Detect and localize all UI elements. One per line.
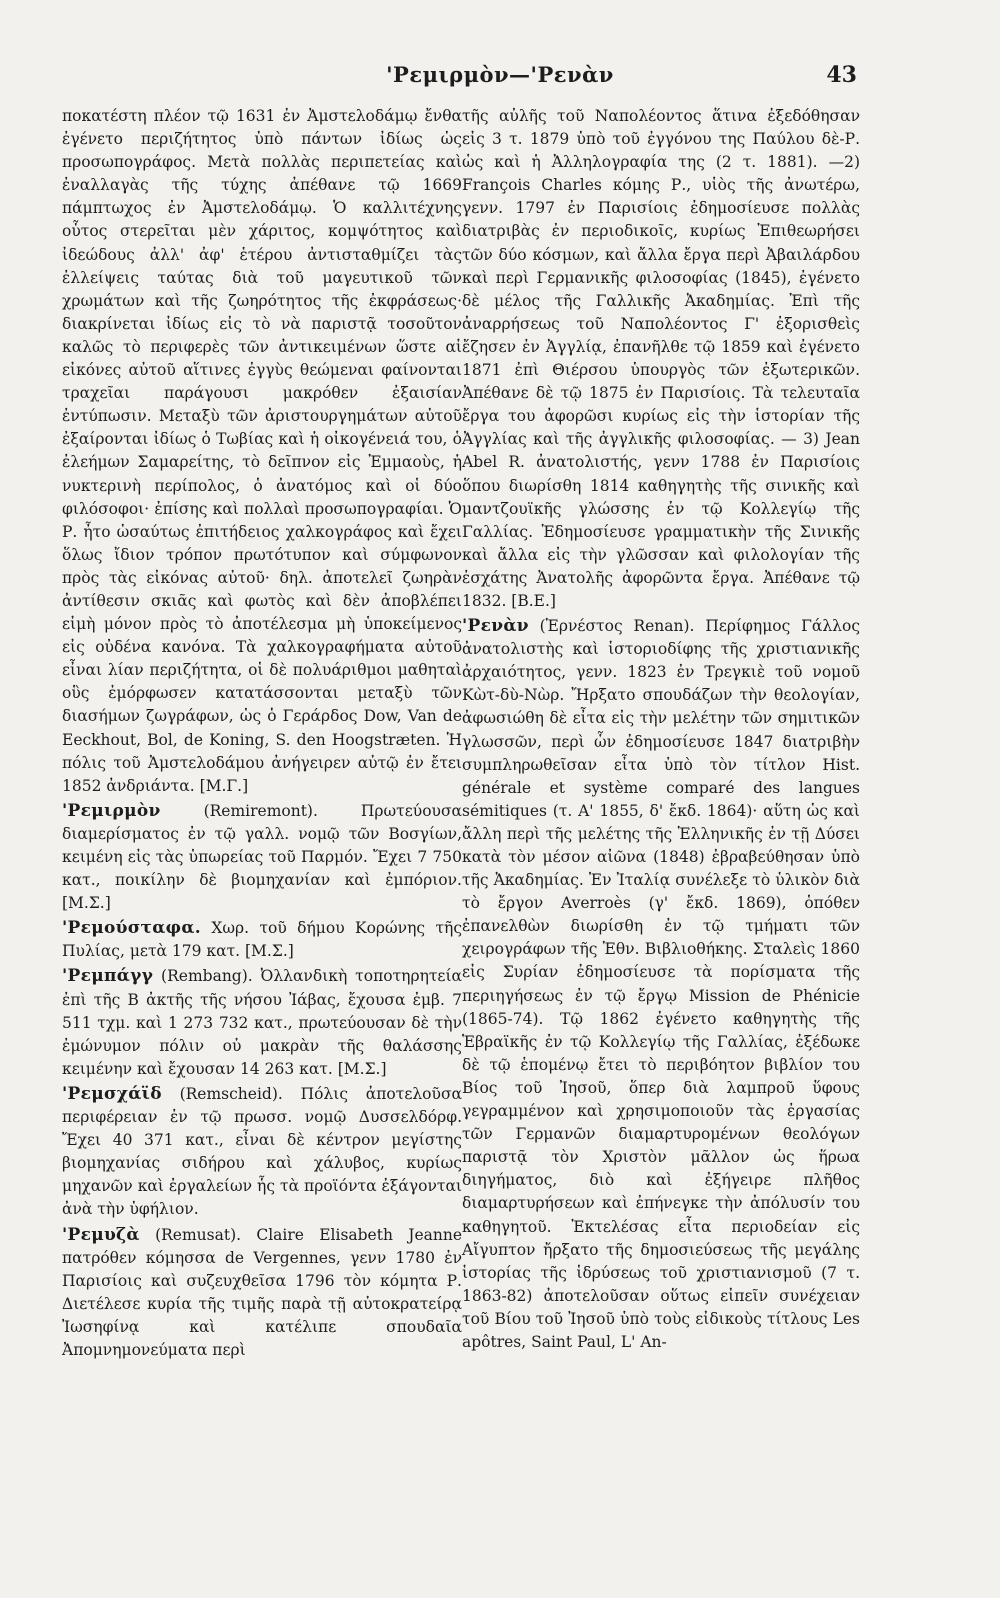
headword: 'Ρενὰν xyxy=(462,616,529,637)
headword: 'Ρεμούσταφα. xyxy=(62,918,201,939)
headword: 'Ρεμσχάϊδ xyxy=(62,1083,162,1104)
entry-text: (Remiremont). Πρωτεύουσα διαμερίσματος ἐν τῷ γαλλ. νομῷ τῶν Βοσγίων, κειμένη εἰς τὰς ὑπωρείας τοῦ Παρμόν. Ἔχει 7 750 κατ., ποικίλην δὲ βιομηχανίαν καὶ ἐμπόριον. [Μ.Σ.] xyxy=(62,801,462,913)
entry-text: (Remusat). Claire Elisabeth Jeanne πατρόθεν κόμησσα de Vergennes, γενν 1780 ἐν Παρισίοις καὶ συζευχθεῖσα 1796 τὸν κόμητα Ρ. Διετέλεσε κυρία τῆς τιμῆς παρὰ τῇ αὐτοκρατείρᾳ Ἰωσηφίνᾳ καὶ κατέλιπε σπουδαῖα Ἀπομνημονεύματα περὶ xyxy=(62,1225,462,1359)
entry-remoustafa xyxy=(62,917,462,963)
left-column xyxy=(62,105,462,1362)
entry-continued: ποκατέστη πλέον τῷ 1631 ἐν Ἀμστελοδάμῳ ἔνθα ἐγένετο περιζήτητος ὑπὸ πάντων ἰδίως ὡς προσωπογράφος. Μετὰ πολλὰς περιπετείας καὶ ἐναλλαγὰς τῆς τύχης ἀπέθανε τῷ 1669 πάμπτωχος ἐν Ἀμστελοδάμῳ. Ὁ καλλιτέχνης οὗτος στερεῖται μὲν χάριτος, κομψότητος καὶ ἰδεώδους ἀλλ' ἀφ' ἑτέρου ἀντισταθμίζει τὰς ἐλλείψεις ταύτας διὰ τοῦ μαγευτικοῦ τῶν χρωμάτων καὶ τῆς ζωηρότητος τῆς ἐκφράσεως· διακρίνεται ἰδίως εἰς τὸ νὰ παριστᾷ τοσοῦτον καλῶς τὸ περιφερὲς τῶν ἀντικειμένων ὥστε αἱ εἰκόνες αὐτοῦ αἵτινες ἐγγὺς θεώμεναι φαίνονται τραχεῖαι παράγουσι μακρόθεν ἐξαισίαν ἐντύπωσιν. Μεταξὺ τῶν ἀριστουργημάτων αὐτοῦ ἐξαίρονται ἰδίως ὁ Τωβίας καὶ ἡ οἰκογένειά του, ὁ ἐλεήμων Σαμαρείτης, τὸ δεῖπνον εἰς Ἐμμαοὺς, ἡ νυκτερινὴ περίπολος, ὁ ἀνατόμος καὶ οἱ δύο φιλόσοφοι· ἐπίσης καὶ πολλαὶ προσωπογραφίαι. Ὁ Ρ. ἦτο ὡσαύτως ἐπιτήδειος χαλκογράφος καὶ ἔχει ὅλως ἴδιον τρόπον πρωτότυπον καὶ σύμφωνον πρὸς τὰς εἰκόνας αὐτοῦ· δηλ. ἀποτελεῖ ζωηρὰν ἀντίθεσιν σκιᾶς καὶ φωτὸς καὶ δὲν ἀποβλέπει εἰμὴ μόνον πρὸς τὸ ἀποτέλεσμα μὴ ὑποκείμενος εἰς οὐδένα κανόνα. Τὰ χαλκογραφήματα αὐτοῦ εἶναι λίαν περιζήτητα, οἱ δὲ πολυάριθμοι μαθηταὶ οὓς ἐμόρφωσεν κατατάσσονται μεταξὺ τῶν διασήμων ζωγράφων, ὡς ὁ Γεράρδος Dow, Van de Eeckhout, Bol, de Koning, S. den Hoogstræten. Ἡ πόλις τοῦ Ἀμστελοδάμου ἀνήγειρεν αὐτῷ ἐν ἔτει 1852 ἀνδριάντα. [Μ.Γ.] xyxy=(62,107,462,795)
headword: 'Ρεμυζὰ xyxy=(62,1224,140,1245)
entry-remiremont xyxy=(62,800,462,915)
entry-text: (Rembang). Ὀλλανδικὴ τοποτηρητεία ἐπὶ τῆς Β ἀκτῆς τῆς νήσου Ἰάβας, ἔχουσα ἐμβ. 7 511 τχμ. καὶ 1 273 732 κατ., πρωτεύουσαν δὲ τὴν ἐμώνυμον πόλιν οὐ μακρὰν τῆς θαλάσσης κειμένην καὶ ἔχουσαν 14 263 κατ. [Μ.Σ.] xyxy=(62,967,462,1078)
page-number: 43 xyxy=(826,62,857,88)
entry-remusat xyxy=(62,1224,462,1363)
entry-renan xyxy=(462,615,860,1354)
entry-text: Χωρ. τοῦ δήμου Κορώνης τῆς Πυλίας, μετὰ 179 κατ. [Μ.Σ.] xyxy=(62,919,462,961)
entry-remscheid xyxy=(62,1083,462,1222)
entry-continued: τῆς αὐλῆς τοῦ Ναπολέοντος ἅτινα ἐξεδόθησαν εἰς 3 τ. 1879 ὑπὸ τοῦ ἐγγόνου της Παύλου δὲ-Ρ. ὡς καὶ ἡ Ἀλληλογραφία της (2 τ. 1881). —2) François Charles κόμης Ρ., υἱὸς τῆς ἀνωτέρω, γενν. 1797 ἐν Παρισίοις ἐδημοσίευσε πολλὰς διατριβὰς ἐν περιοδικοῖς, κυρίως Ἐπιθεωρήσει τῶν δύο κόσμων, καὶ ἄλλα ἔργα περὶ Ἀβαιλάρδου καὶ περὶ Γερμανικῆς φιλοσοφίας (1845), ἐγένετο δὲ μέλος τῆς Γαλλικῆς Ἀκαδημίας. Ἐπὶ τῆς ἀναρρήσεως τοῦ Ναπολέοντος Γ' ἐξορισθεὶς ἔζησεν ἐν Ἀγγλίᾳ, ἐπανῆλθε τῷ 1859 καὶ ἐγένετο 1871 ἐπὶ Θιέρσου ὑπουργὸς τῶν ἐξωτερικῶν. Ἀπέθανε δὲ τῷ 1875 ἐν Παρισίοις. Τὰ τελευταῖα ἔργα του ἀφορῶσι κυρίως εἰς τὴν ἱστορίαν τῆς Ἀγγλίας καὶ τῆς ἀγγλικῆς φιλοσοφίας. — 3) Jean Abel R. ἀνατολιστής, γενν 1788 ἐν Παρισίοις ὅπου διωρίσθη 1814 καθηγητὴς τῆς σινικῆς καὶ μαντζουϊκῆς γλώσσης ἐν τῷ Κολλεγίῳ τῆς Γαλλίας. Ἐδημοσίευσε γραμματικὴν τῆς Σινικῆς καὶ ἄλλα εἰς τὴν γλῶσσαν καὶ φιλολογίαν τῆς ἐσχάτης Ἀνατολῆς ἀφορῶντα ἔργα. Ἀπέθανε τῷ 1832. [Β.Ε.] xyxy=(462,107,860,610)
entry-text: (Remscheid). Πόλις ἀποτελοῦσα περιφέρειαν ἐν τῷ πρωσσ. νομῷ Δυσσελδόρφ. Ἔχει 40 371 κατ., εἶναι δὲ κέντρον μεγίστης βιομηχανίας σιδήρου καὶ χάλυβος, κυρίως μηχανῶν καὶ ἐργαλείων ἧς τὰ προϊόντα ἐξάγονται ἀνὰ τὴν ὑφήλιον. xyxy=(62,1084,462,1219)
headword: 'Ρεμιρμὸν xyxy=(62,800,161,821)
headword: 'Ρεμπάγγ xyxy=(62,966,154,987)
right-column xyxy=(462,105,860,1354)
running-title: 'Ρεμιρμὸν—'Ρενὰν xyxy=(386,62,614,87)
running-head xyxy=(0,62,1000,92)
entry-text: (Ἐρνέστος Renan). Περίφημος Γάλλος ἀνατολιστὴς καὶ ἱστοριοδίφης τῆς χριστιανικῆς ἀρχαιότητος, γενν. 1823 ἐν Τρεγκιὲ τοῦ νομοῦ Κὼτ-δὺ-Νὼρ. Ἤρξατο σπουδάζων τὴν θεολογίαν, ἀφωσιώθη δὲ εἶτα εἰς τὴν μελέτην τῶν σημιτικῶν γλωσσῶν, περὶ ὧν ἐδημοσίευσε 1847 διατριβὴν συμπληρωθεῖσαν εἶτα ὑπὸ τὸν τίτλον Hist. générale et système comparé des langues sémitiques (τ. Α' 1855, δ' ἔκδ. 1864)· αὕτη ὡς καὶ ἄλλη περὶ τῆς μελέτης τῆς Ἑλληνικῆς ἐν τῇ Δύσει κατὰ τὸν μέσον αἰῶνα (1848) ἐβραβεύθησαν ὑπὸ τῆς Ἀκαδημίας. Ἐν Ἰταλίᾳ συνέλεξε τὸ ὑλικὸν διὰ τὸ ἔργον Averroès (γ' ἔκδ. 1869), ὁπόθεν ἐπανελθὼν διωρίσθη ἐν τῷ τμήματι τῶν χειρογράφων τῆς Ἐθν. Βιβλιοθήκης. Σταλεὶς 1860 εἰς Συρίαν ἐδημοσίευσε τὰ πορίσματα τῆς περιηγήσεως ἐν τῷ ἔργῳ Mission de Phénicie (1865-74). Τῷ 1862 ἐγένετο καθηγητὴς τῆς Ἑβραϊκῆς ἐν τῷ Κολλεγίῳ τῆς Γαλλίας, ἐξέδωκε δὲ τῷ ἑπομένῳ ἔτει τὸ περιβόητον βιβλίον του Βίος τοῦ Ἰησοῦ, ὅπερ διὰ λαμπροῦ ὕφους γεγραμμένον καὶ χρησιμοποιοῦν τὰς ἐργασίας τῶν Γερμανῶν διαμαρτυρομένων θεολόγων παριστᾷ τὸν Χριστὸν μᾶλλον ὡς ἥρωα διηγήματος, διὸ καὶ ἐξήγειρε πλῆθος διαμαρτυρήσεων καὶ ἐπήνεγκε τὴν ἀπόλυσίν του καθηγητοῦ. Ἐκτελέσας εἶτα περιοδείαν εἰς Αἴγυπτον ἤρξατο τῆς δημοσιεύσεως τῆς μεγάλης ἱστορίας τῆς ἱδρύσεως τοῦ χριστιανισμοῦ (7 τ. 1863-82) ἀποτελοῦσαν οὕτως εἰπεῖν συνέχειαν τοῦ Βίου τοῦ Ἰησοῦ ὑπὸ τοὺς εἰδικοὺς τίτλους Les apôtres, Saint Paul, L' An- xyxy=(462,617,860,1351)
entry-rembang xyxy=(62,965,462,1080)
